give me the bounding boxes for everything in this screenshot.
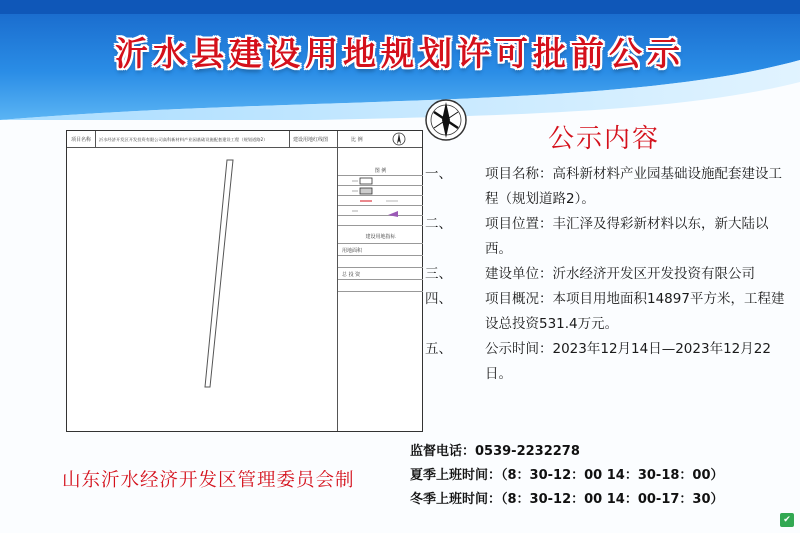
planning-map (66, 130, 423, 432)
title-cell-1: 项目名称 (71, 137, 92, 143)
compass-icon (424, 98, 468, 142)
content-list (425, 162, 800, 387)
legend-symbols (352, 177, 412, 225)
item-text: 项目位置：丰汇泽及得彩新材料以东，新大陆以西。 (485, 216, 769, 257)
north-arrow-icon (392, 132, 406, 146)
supervision-phone: 监督电话：0539-2232278 (410, 444, 580, 459)
list-item-4 (425, 287, 795, 337)
item-number: 三、 (425, 266, 452, 282)
land-parcel (67, 147, 337, 431)
list-item-5 (425, 337, 795, 387)
issuing-organization: 山东沂水经济开发区管理委员会制 (62, 470, 355, 491)
corner-badge-icon: ✔ (780, 513, 794, 527)
item-text: 项目名称：高科新材料产业园基础设施配套建设工程（规划道路2）。 (485, 166, 782, 207)
summer-hours: 夏季上班时间：（8：30-12：00 14：30-18：00） (410, 468, 724, 483)
item-text: 建设单位：沂水经济开发区开发投资有限公司 (485, 266, 755, 282)
item-number: 四、 (425, 291, 452, 307)
page-title: 沂水县建设用地规划许可批前公示 (115, 34, 685, 73)
legend-row-a: 用地面积 (342, 248, 363, 254)
list-item-3 (425, 262, 795, 287)
title-cell-2: 沂水经济开发区开发投资有限公司高科新材料产业园基础设施配套建设工程（规划道路2） (99, 137, 268, 143)
contact-info (410, 440, 724, 512)
item-number: 一、 (425, 166, 452, 182)
item-number: 二、 (425, 216, 452, 232)
legend-title: 图 例 (374, 168, 387, 174)
list-item-1 (425, 162, 795, 212)
item-number: 五、 (425, 341, 452, 357)
list-item-2 (425, 212, 795, 262)
winter-hours: 冬季上班时间：（8：30-12：00 14：00-17：30） (410, 492, 724, 507)
title-cell-3: 建设用地红线图 (293, 137, 329, 143)
legend-section-2: 建设用地指标 (365, 234, 396, 240)
item-text: 公示时间：2023年12月14日—2023年12月22日。 (485, 341, 771, 382)
content-heading: 公示内容 (548, 124, 661, 154)
title-cell-4: 比 例 (351, 137, 363, 143)
map-legend (337, 147, 423, 431)
legend-row-b: 总 投 资 (342, 272, 361, 278)
map-title-block (67, 131, 422, 148)
item-text: 项目概况：本项目用地面积14897平方米，工程建设总投资531.4万元。 (485, 291, 785, 332)
